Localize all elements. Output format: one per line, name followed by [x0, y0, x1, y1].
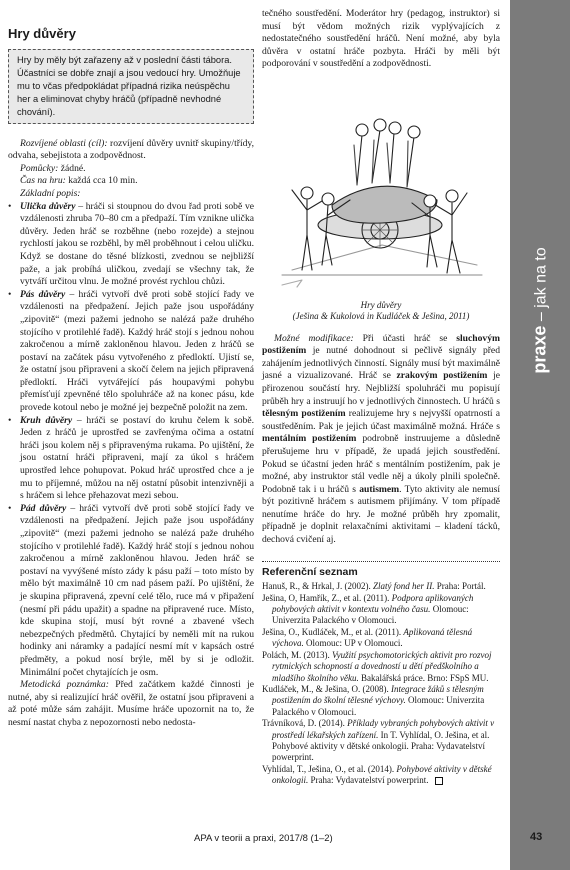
time-paragraph — [8, 175, 254, 188]
section-label-rest: – jak na to — [532, 247, 550, 326]
section-label-strong: praxe — [529, 325, 550, 374]
game-name: Pád důvěry — [20, 502, 67, 514]
method-text-part1: Před začátkem každé činnosti je nutné, aby si realizující hráč ověřil, že ostatní jsou připraveni a až poté může sám zahájit. Musíme hráče upozornit na to, že nesmí nastat chyba z nepozornosti nebo nedosta- — [8, 679, 254, 728]
caption-title: Hry důvěry — [360, 299, 402, 310]
modifications-text: realizujeme hry s nejvyšší opatrností a soustředěním. Pak je jejich účast maximálně možná. Hráče s — [262, 408, 500, 432]
time-text: každá cca 10 min. — [65, 175, 138, 187]
goal-paragraph — [8, 138, 254, 163]
references-list — [262, 581, 500, 786]
page-number: 43 — [530, 831, 543, 843]
right-column — [262, 8, 500, 787]
game-text: – hráči vytvoří dvě proti sobě stojící řady ve vzdálenosti na předpažení. Jejich paže jsou uspořádány „zipovitě“ (mezi pažemi jednoho se nalézá paže druhého stojícího v protilehlé řadě). Každý hráč stojí s jednou nohou zakročenou a mírně zakloněnou hlavou. Jeden hráč se postaví na vyvýšené místo zády k pásu paží – toto místo by mělo být maximálně 10 cm nad pásem paží. Po ujištění, že je skupina připravená, zpevní celé tělo, ruce má v připažení (nesmí při pádu upažit) a spadne na připravené ruce. Místo, kde skupina stojí, musí být rovné a zbavené všech nebezpečných předmětů. Chytající by neměli mít na rukou hodinky ani náramky a padající nesmí mít v kapsách ostré předměty, a pokud nosí brýle, měl by si je odložit. Minimální počet chytajících je osm. — [20, 502, 254, 678]
game-list — [8, 201, 254, 680]
goal-text: rozvíjení důvěry uvnitř skupiny/třídy, odvaha, sebejistota a zodpovědnost. — [8, 137, 254, 162]
reference-item: Kudláček, M., & Ješina, O. (2008). Integrace žáků s tělesným postižením do školní tělesné výchovy. Olomouc: Univerzita Palackého v Olomouci. — [262, 683, 485, 717]
bullet-icon: • — [8, 288, 12, 300]
left-column — [8, 24, 254, 730]
references-heading: Referenční seznam — [262, 561, 500, 579]
bullet-icon: • — [8, 200, 12, 212]
method-label: Metodická poznámka: — [20, 679, 109, 691]
modifications-text: podrobně instruujeme a důsledně přerušujeme hru v případě, že upadá jejich soustředění. Pokud se účastní jeden hráč s mentálním postižením, pak je možné, aby instruktor stál vedle něj a úkoly plnili společně. Podobně tak i u hráčů s — [262, 433, 501, 495]
figure-caption — [262, 300, 500, 323]
keyword-mental: mentálním postižením — [262, 433, 357, 445]
game-name: Ulička důvěry — [20, 200, 76, 212]
reference-item: Ješina, O, Hamřík, Z., et al. (2011). Podpora aplikovaných pohybových aktivit v kontextu volného času. Olomouc: Univerzita Palackého v Olomouci. — [262, 592, 474, 626]
end-mark-icon — [435, 777, 443, 785]
section-label — [530, 247, 551, 373]
keyword-autism: autismem — [359, 483, 400, 495]
bullet-icon: • — [8, 502, 12, 514]
description-label: Základní popis: — [20, 187, 81, 199]
modifications-label: Možné modifikace: — [274, 332, 354, 344]
reference-item: Polách, M. (2013). Využití psychomotorických aktivit pro rozvoj rytmických schopností a dovedností u dětí předškolního a mladšího školního věku. Bakalářská práce. Brno: FSpS MU. — [262, 649, 492, 683]
journal-footer: APA v teorii a praxi, 2017/8 (1–2) — [194, 833, 333, 844]
list-item — [8, 415, 254, 503]
time-label: Čas na hru: — [20, 175, 66, 187]
keyword-hearing: sluchovým postižením — [262, 332, 500, 357]
reference-item: Hanuš, R., & Hrkal, J. (2002). Zlatý fond her II. Praha: Portál. — [262, 581, 486, 592]
trust-games-illustration — [262, 75, 500, 293]
note-box: Hry by měly být zařazeny až v poslední části tábora. Účastníci se dobře znají a jsou vedoucí hry. Umožňuje mu to včas předpokládat případná rizika neúspěchu her a eliminovat chyby hráčů (případně nevhodné chování). — [8, 49, 254, 124]
reference-item: Vyhlídal, T., Ješina, O., et al. (2014). Pohybové aktivity v dětské onkologii. Praha: Vydavatelství powerprint. — [262, 763, 492, 786]
game-name: Pás důvěry — [20, 288, 66, 300]
reference-item: Trávníková, D. (2014). Příklady vybraných pohybových aktivit v prostředí lékařských zařízení. In T. Vyhlídal, O. Ješina, et al. Pohybové aktivity v dětské onkologii. Praha: Vydavatelství powerprint. — [262, 718, 495, 763]
keyword-physical: tělesným postižením — [262, 408, 346, 420]
tools-label: Pomůcky: — [20, 162, 59, 174]
caption-source: (Ješina & Kukolová in Kudláček & Ješina, 2011) — [292, 311, 470, 322]
method-note — [8, 679, 254, 729]
list-item — [8, 201, 254, 289]
modifications-text: . Tyto aktivity ale nemusí být pozitivně hráčem s autismem přijímány. V tom případě nenutíme hráče do hry. Je možné průběh hry zpomalit, případně je doplnit relaxačními aktivitami – kladení tácků, dechová cvičení aj. — [262, 483, 500, 546]
keyword-visual: zrakovým postižením — [396, 370, 488, 382]
modifications-text: Při účasti hráč se — [353, 332, 457, 344]
game-name: Kruh důvěry — [20, 414, 73, 426]
modifications-paragraph — [262, 333, 500, 547]
section-sidebar — [510, 0, 570, 870]
bullet-icon: • — [8, 414, 12, 426]
list-item — [8, 289, 254, 415]
game-text: – hráči si stoupnou do dvou řad proti sobě ve vzdálenosti zhruba 70–80 cm a předpaží. Tím vznikne ulička důvěry. Jeden hráč se rozběhne (nebo rozejde) a stejnou rychlostí jakou se rozběhl, by měl proběhnout i celou uličku. Když se dostane do těsné blízkosti, zvednou se nejbližší paže, a jak probíhá uličkou, zvedají se všechny tak, že vytváří určitou vlnu. Je možné provést rychlou chůzi. — [20, 200, 255, 288]
reference-item: Ješina, O., Kudláček, M., et al. (2011). Aplikovaná tělesná výchova. Olomouc: UP v Olomouci. — [262, 626, 473, 649]
modifications-text: je přirozenou součástí hry. Nejbližší spoluhráči mu popisují průběh hry a instruují ho v jednotlivých činnostech. U hráčů s — [262, 370, 501, 407]
game-text: – hráči vytvoří dvě proti sobě stojící řady ve vzdálenosti na předpažení. Jejich paže jsou uspořádány „zipovitě“ (mezi pažemi jednoho se nalézá paže druhého stojícího v protilehlé řadě). Každý hráč stojí s jednou nohou zakročenou a mírně zakloněnou hlavou. Jeden z hráčů se postaví na začátek pásu vytvořeného z předloktí. Ujistí se, že ostatní jsou připraveni a skočí čelem na jejich připravená předloktí. Hráči vytvářející pás houpavými pohybu přemísťují zpevněné tělo spoluhráče až na konec pásu, kde provede kotoul nebo je možné jej bezpečně položit na zem. — [20, 288, 254, 414]
method-continuation: tečného soustředění. Moderátor hry (pedagog, instruktor) si musí být vědom možných rizik vyplývajících z nedostatečného soustředění hráčů. Není možné, aby byla důvěra v ostatní hráče pozbyta. Hráči by měli být podporování v soustředění a zodpovědnosti. — [262, 8, 500, 70]
game-text: – hráči se postaví do kruhu čelem k sobě. Jeden z hráčů je uprostřed se zavřenýma očima a ostatní hráči jsou kolem něj s připravenýma rukama. Po ujištění, že jsou ostatní hráči připraveni, mají za úkol s hráčem uprostřed lehce pohupovat. Pokud hráč uprostřed chce a je mu to příjemné, můžou na něj ostatní působit intenzivněji a s hráčem si lehce přehazovat mezi sebou. — [20, 414, 255, 502]
modifications-text: je nutné dohodnout si pečlivě signály před zahájením jednotlivých činností. Signály musí být maximálně jasné a vizualizované. Hráč se — [262, 345, 500, 382]
goal-label: Rozvíjené oblasti (cíl): — [20, 137, 108, 149]
list-item — [8, 503, 254, 679]
tools-text: žádné. — [58, 162, 86, 174]
tools-paragraph — [8, 163, 254, 176]
article-title: Hry důvěry — [8, 26, 76, 41]
